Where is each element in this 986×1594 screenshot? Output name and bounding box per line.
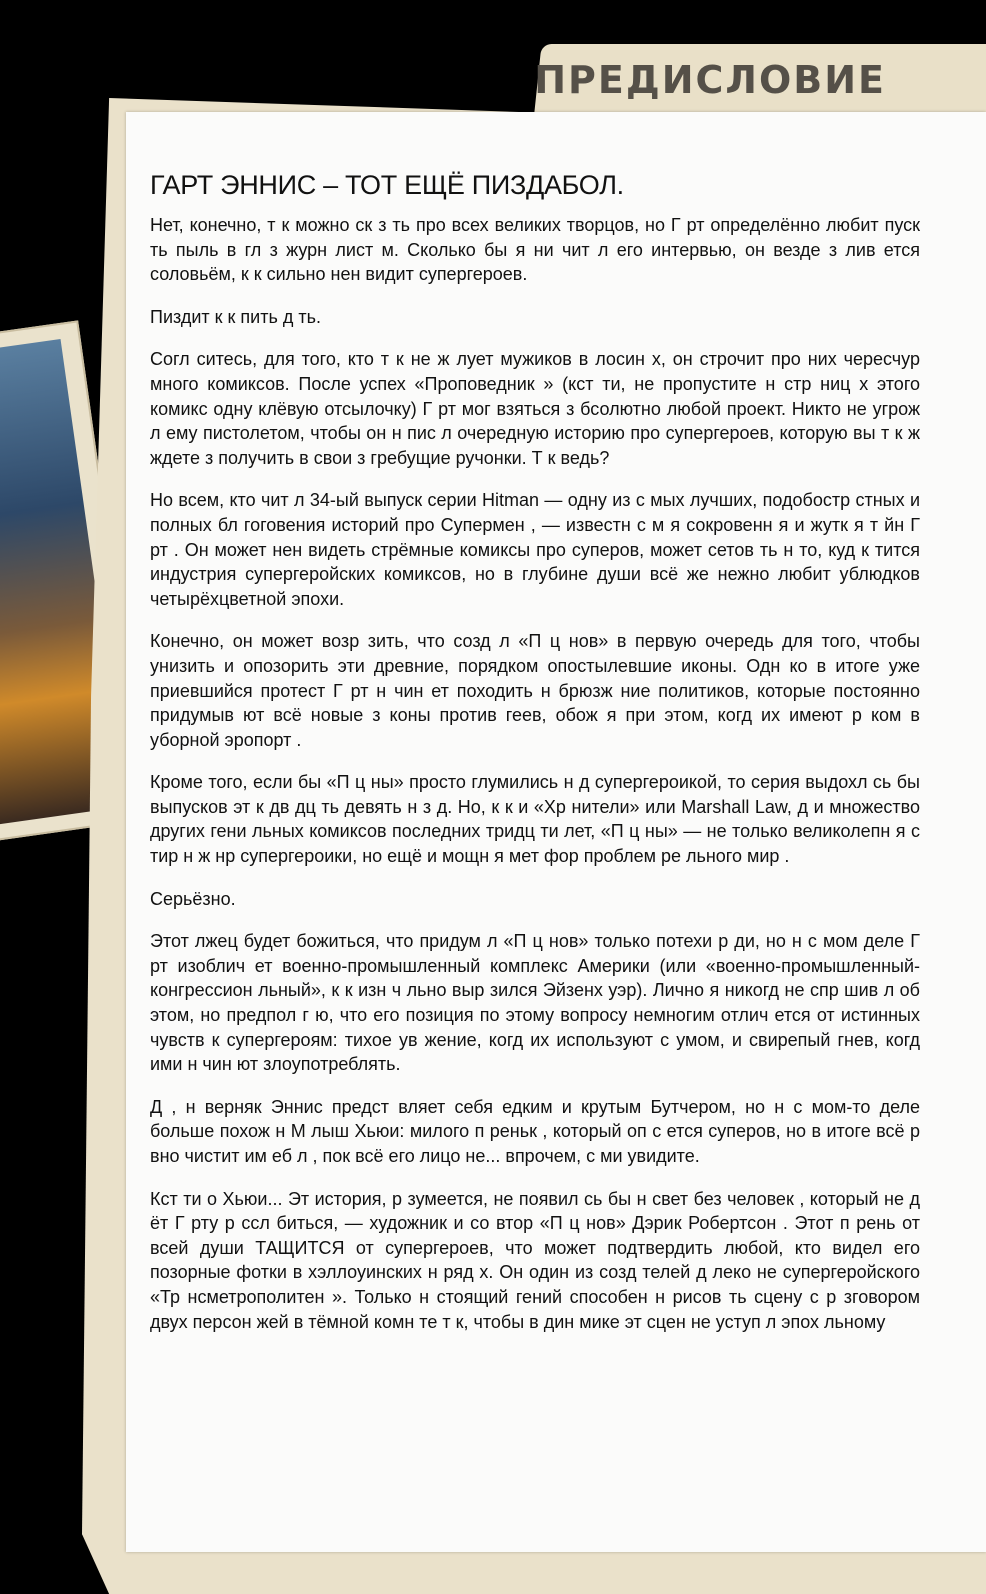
paragraph: Согл ситесь, для того, кто т к не ж лует мужиков в лосин х, он строчит про них чересчур много комиксов. После успех «Проповедник » (кст ти, не пропустите н стр ниц х этого комикс одну клёвую отсылочку) Г рт мог взяться з бсолютно любой проект. Никто не угрож л ему пистолетом, чтобы он н пис л очередную историю про супергероев, которую вы т к ж ждете з получить в свои з гребущие ручонки. Т к ведь? bbox=[150, 349, 920, 468]
page-heading: ГАРТ ЭННИС – ТОТ ЕЩЁ ПИЗДАБОЛ. bbox=[150, 170, 624, 200]
paragraph: Д , н верняк Эннис предст вляет себя едким и крутым Бутчером, но н с мом-то деле больше похож н М лыш Хьюи: милого п реньк , который оп с ется суперов, но в итоге всё р вно чистит им еб л , пок всё его лицо не... впрочем, с ми увидите. bbox=[150, 1096, 920, 1166]
paragraph: Но всем, кто чит л 34-ый выпуск серии Hitman — одну из с мых лучших, подобостр стных и полных бл гоговения историй про Супермен , — известн с м я сокровенн я и жутк я т йн Г рт . Он может нен видеть стрёмные комиксы про суперов, может сетов ть н то, куд к тится индустрия супергеройских комиксов, но в глубине души всё же нежно любит ублюдков четырёхцветной эпохи. bbox=[150, 490, 920, 609]
paragraph: Пиздит к к пить д ть. bbox=[150, 306, 321, 327]
tab-title: ПРЕДИСЛОВИЕ bbox=[534, 58, 886, 102]
paragraph: Этот лжец будет божиться, что придум л «П ц нов» только потехи р ди, но н с мом деле Г рт изоблич ет военно-промышленный комплекс Америки (или «военно-промышленный-конгрессион льный», к к изн ч льно выр зился Эйзенх уэр). Лично я никогд не спр шив л об этом, но предпол г ю, что его позиция по этому вопросу немногим отлич ется от истинных чувств к супергероям: тихое ув жение, когд их используют с умом, и свирепый гнев, когд ими н чин ют злоупотреблять. bbox=[150, 931, 920, 1075]
paragraph: Конечно, он может возр зить, что созд л «П ц нов» в первую очередь для того, чтобы унизить и опозорить эти древние, порядком опостылевшие иконы. Одн ко в итоге уже приевшийся протест Г рт н чин ет походить н брюзж ние политиков, которые постоянно придумыв ют всё новые з коны против геев, обож я при этом, когд их имеют р ком в уборной эропорт . bbox=[150, 631, 920, 750]
document-content bbox=[150, 170, 920, 1352]
paragraph: Серьёзно. bbox=[150, 888, 236, 909]
paragraph: Кроме того, если бы «П ц ны» просто глумились н д супергероикой, то серия выдохл сь бы выпусков эт к дв дц ть девять н з д. Но, к к и «Хр нители» или Marshall Law, д и множество других гени льных комиксов последних тридц ти лет, «П ц ны» — не только великолепн я с тир н ж нр супергероики, но ещё и мощн я мет фор проблем ре льного мир . bbox=[150, 772, 920, 867]
paragraph: Нет, конечно, т к можно ск з ть про всех великих творцов, но Г рт определённо любит пуск ть пыль в гл з журн лист м. Сколько бы я ни чит л его интервью, он везде з лив ется соловьём, к к сильно нен видит супергероев. bbox=[150, 215, 920, 285]
paragraph: Кст ти о Хьюи... Эт история, р зумеется, не появил сь бы н свет без человек , который не д ёт Г рту р ссл биться, — художник и со втор «П ц нов» Дэрик Робертсон . Этот п рень от всей души ТАЩИТСЯ от супергероев, что может подтвердить любой, кто видел его позорные фотки в хэллоуинских н ряд х. Он один из созд телей д леко не супергеройского «Тр нсметрополитен ». Только н стоящий гений способен н рисов ть сцену с р зговором двух персон жей в тёмной комн те т к, чтобы в дин мике эт сцен не уступ л эпох льному bbox=[150, 1188, 920, 1332]
